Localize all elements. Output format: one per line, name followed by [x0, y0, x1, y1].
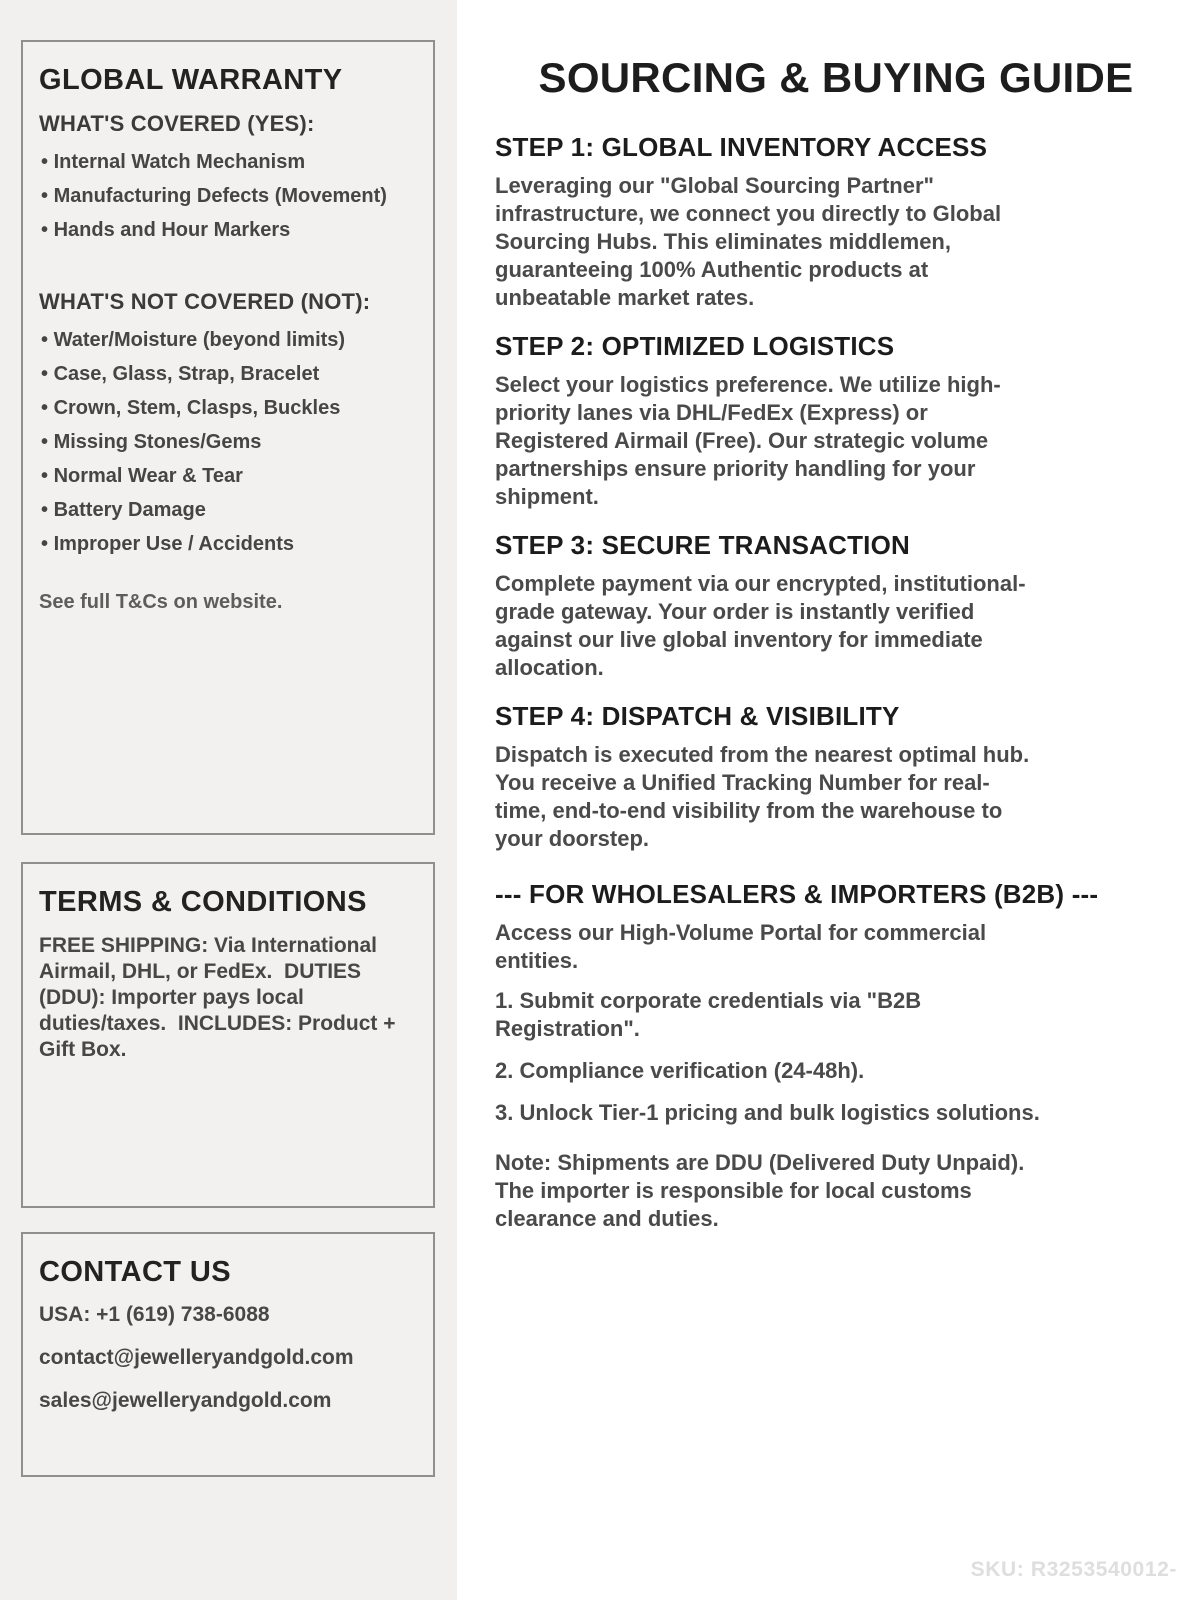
list-item: • Water/Moisture (beyond limits) — [39, 323, 417, 357]
step-4-section — [495, 701, 1177, 853]
step-2-section — [495, 331, 1177, 511]
warranty-footnote: See full T&Cs on website. — [39, 591, 283, 613]
list-item: • Normal Wear & Tear — [39, 459, 417, 493]
b2b-intro: Access our High-Volume Portal for commercial entities. — [495, 920, 987, 974]
step-1-body: Leveraging our "Global Sourcing Partner" infrastructure, we connect you directly to Global Sourcing Hubs. This eliminates middlemen, guaranteeing 100% Authentic products at unbeatable market rates. — [495, 173, 1002, 311]
step-3-heading: STEP 3: SECURE TRANSACTION — [495, 530, 910, 561]
terms-panel — [21, 862, 435, 1208]
page-title: SOURCING & BUYING GUIDE — [538, 54, 1134, 101]
step-1-heading: STEP 1: GLOBAL INVENTORY ACCESS — [495, 132, 988, 163]
contact-panel — [21, 1232, 435, 1477]
sales-email: sales@jewelleryandgold.com — [39, 1389, 332, 1412]
b2b-note: Note: Shipments are DDU (Delivered Duty Unpaid). The importer is responsible for local customs clearance and duties. — [495, 1150, 1025, 1232]
step-3-section — [495, 530, 1177, 682]
contact-email: contact@jewelleryandgold.com — [39, 1346, 354, 1369]
contact-phone: USA: +1 (619) 738-6088 — [39, 1303, 270, 1326]
not-covered-list — [39, 323, 417, 561]
terms-body: FREE SHIPPING: Via International Airmail, DHL, or FedEx. DUTIES (DDU): Importer pays local duties/taxes. INCLUDES: Product + Gift Box. — [39, 934, 402, 1061]
step-4-heading: STEP 4: DISPATCH & VISIBILITY — [495, 701, 900, 732]
not-covered-heading: WHAT'S NOT COVERED (NOT): — [39, 289, 371, 314]
covered-heading: WHAT'S COVERED (YES): — [39, 111, 315, 136]
covered-list — [39, 145, 417, 247]
main-column — [457, 0, 1200, 1600]
b2b-item-2: 2. Compliance verification (24-48h). — [495, 1058, 865, 1084]
list-item: • Battery Damage — [39, 493, 417, 527]
list-item: • Manufacturing Defects (Movement) — [39, 179, 417, 213]
list-item: • Internal Watch Mechanism — [39, 145, 417, 179]
step-4-body: Dispatch is executed from the nearest optimal hub. You receive a Unified Tracking Number for real-time, end-to-end visibility from the warehouse to your doorstep. — [495, 742, 1030, 852]
list-item: • Case, Glass, Strap, Bracelet — [39, 357, 417, 391]
terms-title: TERMS & CONDITIONS — [39, 886, 367, 918]
list-item: • Crown, Stem, Clasps, Buckles — [39, 391, 417, 425]
list-item: • Missing Stones/Gems — [39, 425, 417, 459]
step-2-heading: STEP 2: OPTIMIZED LOGISTICS — [495, 331, 895, 362]
step-3-body: Complete payment via our encrypted, institutional-grade gateway. Your order is instantly verified against our live global inventory for immediate allocation. — [495, 571, 1026, 681]
list-item: • Hands and Hour Markers — [39, 213, 417, 247]
warranty-title: GLOBAL WARRANTY — [39, 64, 343, 96]
list-item: • Improper Use / Accidents — [39, 527, 417, 561]
sidebar — [0, 0, 457, 1600]
b2b-heading: --- FOR WHOLESALERS & IMPORTERS (B2B) --- — [495, 879, 1099, 910]
global-warranty-panel — [21, 40, 435, 835]
b2b-item-3: 3. Unlock Tier-1 pricing and bulk logistics solutions. — [495, 1100, 1040, 1126]
contact-title: CONTACT US — [39, 1256, 231, 1288]
sku-label: SKU: R3253540012- — [970, 1558, 1177, 1581]
step-2-body: Select your logistics preference. We utilize high-priority lanes via DHL/FedEx (Express) or Registered Airmail (Free). Our strategic volume partnerships ensure priority handling for your shipment. — [495, 372, 1001, 510]
step-1-section — [495, 132, 1177, 312]
b2b-section — [495, 879, 1177, 1233]
b2b-item-1: 1. Submit corporate credentials via "B2B Registration". — [495, 988, 922, 1042]
